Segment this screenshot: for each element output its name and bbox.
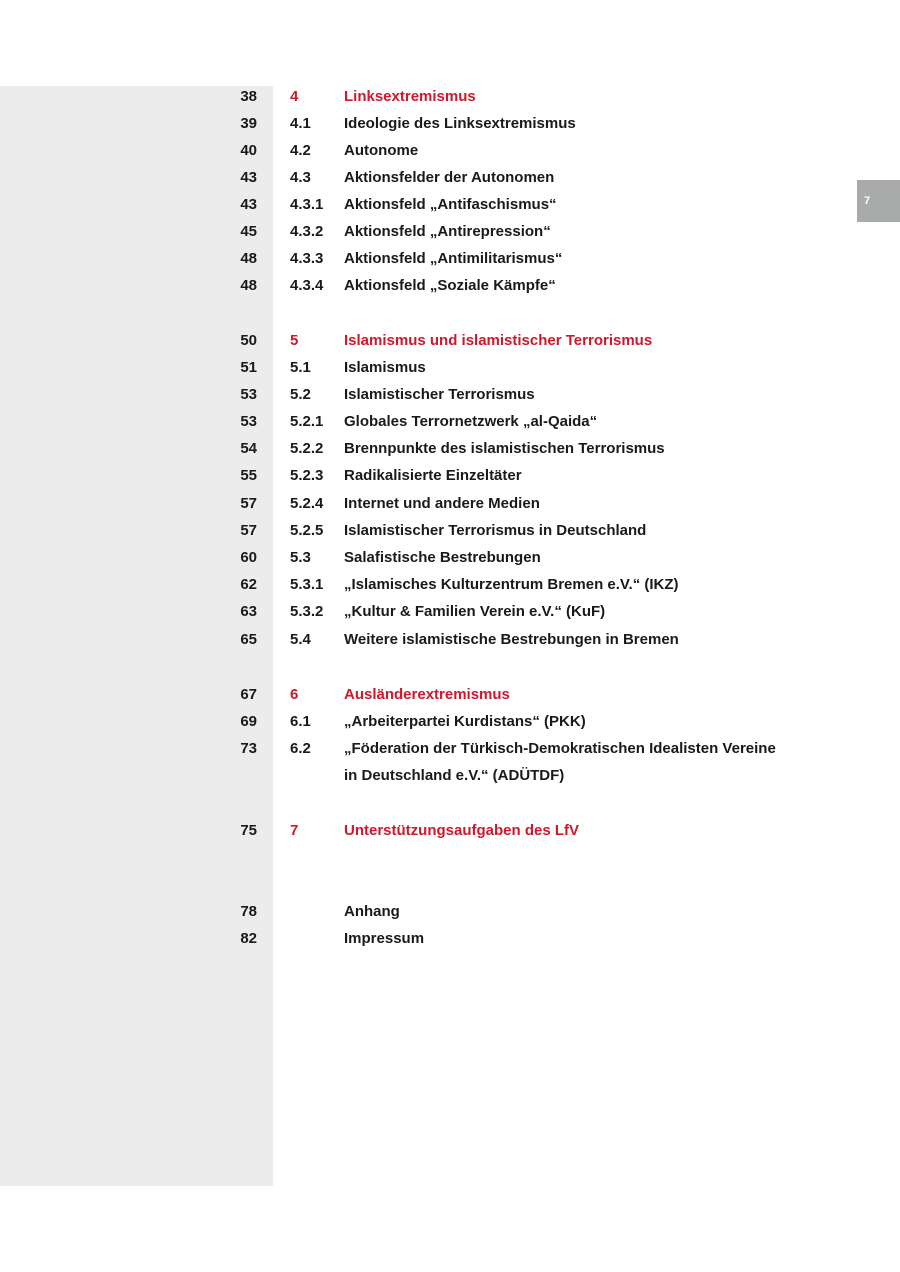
toc-page: 60 <box>240 549 257 566</box>
toc-entry[interactable] <box>0 521 860 548</box>
toc-page: 62 <box>240 576 257 593</box>
toc-number: 6.1 <box>290 713 311 730</box>
toc-title: Globales Terrornetzwerk „al-Qaida“ <box>344 413 598 430</box>
toc-title: „Islamisches Kulturzentrum Bremen e.V.“ (IKZ) <box>344 576 679 593</box>
toc-number: 5.4 <box>290 631 311 648</box>
toc-number: 5.1 <box>290 359 311 376</box>
toc-page: 51 <box>240 359 257 376</box>
toc-page: 54 <box>240 440 257 457</box>
toc-page: 82 <box>240 930 257 947</box>
toc-number: 4.3.3 <box>290 250 324 267</box>
toc-page: 40 <box>240 142 257 159</box>
toc-number: 5.3.2 <box>290 603 324 620</box>
toc-title: Autonome <box>344 142 419 159</box>
toc-entry[interactable] <box>0 602 860 629</box>
toc-number: 4.3.4 <box>290 277 324 294</box>
toc-entry[interactable] <box>0 168 860 195</box>
toc-entry[interactable] <box>0 222 860 249</box>
toc-title: Aktionsfeld „Antirepression“ <box>344 223 551 240</box>
toc-title: Islamistischer Terrorismus in Deutschland <box>344 522 647 539</box>
toc-entry[interactable] <box>0 114 860 141</box>
toc-entry[interactable] <box>0 141 860 168</box>
toc-entry[interactable] <box>0 385 860 412</box>
toc-page: 43 <box>240 169 257 186</box>
toc-number: 4.3.1 <box>290 196 324 213</box>
toc-number: 7 <box>290 822 299 839</box>
toc-title: Ideologie des Linksextremismus <box>344 115 576 132</box>
toc-page: 63 <box>240 603 257 620</box>
page-number: 7 <box>864 195 871 207</box>
toc-chapter-4[interactable] <box>0 87 860 114</box>
toc-title: Radikalisierte Einzeltäter <box>344 467 522 484</box>
toc-title: „Föderation der Türkisch-Demokratischen Idealisten Vereine <box>344 740 776 757</box>
toc-entry[interactable] <box>0 466 860 493</box>
toc-entry[interactable] <box>0 439 860 466</box>
toc-entry[interactable] <box>0 630 860 657</box>
toc-number: 4.3.2 <box>290 223 324 240</box>
toc-page: 50 <box>240 332 257 349</box>
toc-page: 39 <box>240 115 257 132</box>
toc-page: 43 <box>240 196 257 213</box>
toc-title: Islamismus und islamistischer Terrorismus <box>344 332 653 349</box>
toc-number: 5 <box>290 332 299 349</box>
toc-page: 55 <box>240 467 257 484</box>
page-number-tab <box>857 180 900 222</box>
toc-page: 65 <box>240 631 257 648</box>
toc-number: 5.2.2 <box>290 440 324 457</box>
toc-chapter-6[interactable] <box>0 685 860 712</box>
toc-number: 4.2 <box>290 142 311 159</box>
toc-title: Unterstützungsaufgaben des LfV <box>344 822 580 839</box>
toc-appendix-entry[interactable] <box>0 902 860 929</box>
toc-title: Brennpunkte des islamistischen Terrorismus <box>344 440 665 457</box>
toc-page: 69 <box>240 713 257 730</box>
toc-page: 48 <box>240 277 257 294</box>
toc-title: „Arbeiterpartei Kurdistans“ (PKK) <box>344 713 586 730</box>
toc-page: 78 <box>240 903 257 920</box>
toc-number: 6 <box>290 686 299 703</box>
toc-number: 4.1 <box>290 115 311 132</box>
toc-chapter-7[interactable] <box>0 821 860 848</box>
toc-title: in Deutschland e.V.“ (ADÜTDF) <box>344 767 565 784</box>
toc-number: 6.2 <box>290 740 311 757</box>
toc-entry[interactable] <box>0 575 860 602</box>
toc-page: 57 <box>240 495 257 512</box>
toc-entry-continuation[interactable] <box>0 766 860 793</box>
toc-number: 4.3 <box>290 169 311 186</box>
toc-title: Linksextremismus <box>344 88 476 105</box>
toc-title: Aktionsfeld „Antimilitarismus“ <box>344 250 563 267</box>
toc-title: Internet und andere Medien <box>344 495 540 512</box>
toc-page: 73 <box>240 740 257 757</box>
toc-number: 4 <box>290 88 299 105</box>
toc-entry[interactable] <box>0 276 860 303</box>
toc-number: 5.2.4 <box>290 495 324 512</box>
toc-entry[interactable] <box>0 195 860 222</box>
toc-title: Salafistische Bestrebungen <box>344 549 541 566</box>
toc-page: 75 <box>240 822 257 839</box>
toc-title: Ausländerextremismus <box>344 686 510 703</box>
toc-entry[interactable] <box>0 412 860 439</box>
toc-entry[interactable] <box>0 494 860 521</box>
toc-page: 45 <box>240 223 257 240</box>
toc-number: 5.3 <box>290 549 311 566</box>
toc-number: 5.2.3 <box>290 467 324 484</box>
toc-page: 67 <box>240 686 257 703</box>
toc-entry[interactable] <box>0 739 860 766</box>
toc-number: 5.3.1 <box>290 576 324 593</box>
toc-page: 48 <box>240 250 257 267</box>
toc-number: 5.2 <box>290 386 311 403</box>
toc-chapter-5[interactable] <box>0 331 860 358</box>
toc-title: Aktionsfelder der Autonomen <box>344 169 555 186</box>
toc-page: 53 <box>240 413 257 430</box>
toc-title: Islamistischer Terrorismus <box>344 386 535 403</box>
toc-number: 5.2.5 <box>290 522 324 539</box>
toc-title: Impressum <box>344 930 425 947</box>
toc-title: Aktionsfeld „Soziale Kämpfe“ <box>344 277 556 294</box>
toc-page: 53 <box>240 386 257 403</box>
toc-title: Islamismus <box>344 359 426 376</box>
toc-entry[interactable] <box>0 358 860 385</box>
toc-page: 57 <box>240 522 257 539</box>
toc-page: 38 <box>240 88 257 105</box>
toc-appendix-entry[interactable] <box>0 929 860 956</box>
toc-title: Anhang <box>344 903 400 920</box>
toc-title: Aktionsfeld „Antifaschismus“ <box>344 196 557 213</box>
toc-title: Weitere islamistische Bestrebungen in Bremen <box>344 631 679 648</box>
toc-entry[interactable] <box>0 548 860 575</box>
toc-entry[interactable] <box>0 249 860 276</box>
toc-title: „Kultur & Familien Verein e.V.“ (KuF) <box>344 603 606 620</box>
toc-number: 5.2.1 <box>290 413 324 430</box>
toc-entry[interactable] <box>0 712 860 739</box>
